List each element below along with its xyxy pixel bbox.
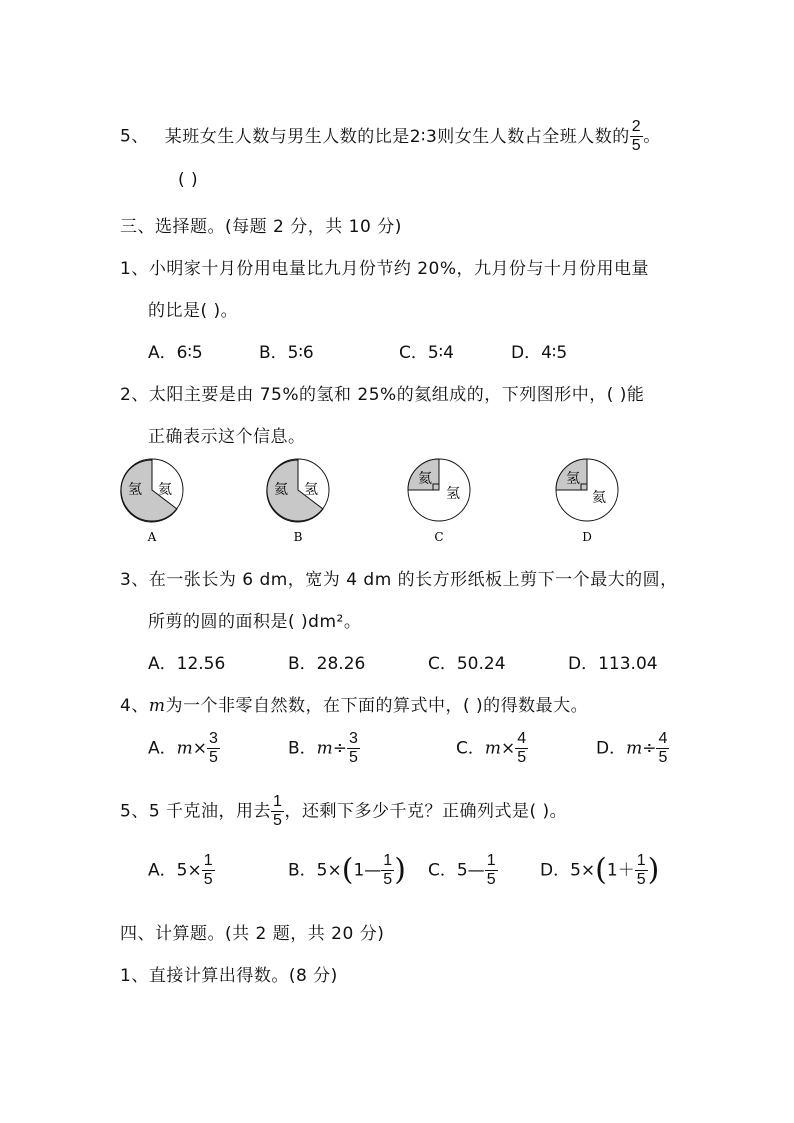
- q4-option-d: D．m÷ $\frac{4}{5}$: [596, 730, 668, 766]
- section-title-3: 三、选择题。(每题 2 分，共 10 分): [120, 217, 402, 237]
- q3-option-a: A．12.56: [148, 654, 226, 674]
- q1-option-d: D．4∶5: [511, 343, 568, 363]
- q4-line1: 4、m为一个非零自然数，在下面的算式中，( )的得数最大。: [120, 696, 589, 716]
- pie-a: [121, 459, 183, 544]
- question-5-prev: 5、 某班女生人数与男生人数的比是2∶3则女生人数占全班人数的 $\frac{2}{5}$ 。: [120, 118, 661, 154]
- q1-option-b: B．5∶6: [259, 343, 314, 363]
- pie-d-white-label: 氦: [592, 490, 606, 506]
- pie-a-white-label: 氦: [158, 482, 172, 498]
- q5-option-c: C．5— $\frac{1}{5}$: [428, 852, 496, 888]
- s4-q1: 1、直接计算出得数。(8 分): [120, 966, 338, 986]
- q1-option-c: C．5∶4: [399, 343, 454, 363]
- question-number: 5、: [120, 126, 149, 147]
- pie-a-shaded-label: 氢: [128, 482, 142, 498]
- pie-a-letter: A: [147, 530, 157, 544]
- answer-blank: ( ): [178, 170, 199, 190]
- q4-option-a: A．m× $\frac{3}{5}$: [148, 730, 218, 766]
- q1-line1: 1、小明家十月份用电量比九月份节约 20%，九月份与十月份用电量: [120, 259, 650, 279]
- pie-d: [556, 459, 618, 544]
- pie-b-white-label: 氢: [304, 482, 318, 498]
- q3-line2: 所剪的圆的面积是( )dm²。: [148, 612, 362, 632]
- question-text: 某班女生人数与男生人数的比是2∶3则女生人数占全班人数的: [164, 126, 630, 147]
- pie-options: [110, 452, 670, 547]
- pie-b-shaded-label: 氦: [274, 482, 288, 498]
- q1-line2: 的比是( )。: [148, 301, 239, 321]
- q1-option-a: A．6∶5: [148, 343, 203, 363]
- pie-d-shaded-label: 氢: [566, 471, 580, 487]
- q5-option-d: D．5×(1＋ $\frac{1}{5}$ ): [540, 852, 660, 888]
- q3-line1: 3、在一张长为 6 dm，宽为 4 dm 的长方形纸板上剪下一个最大的圆，: [120, 570, 678, 590]
- pie-c-white-label: 氢: [446, 486, 460, 502]
- q4-option-c: C．m× $\frac{4}{5}$: [456, 730, 527, 766]
- q3-option-c: C．50.24: [428, 654, 506, 674]
- q5-line1: 5、5 千克油，用去 $\frac{1}{5}$ ，还剩下多少千克？正确列式是( )。: [120, 793, 568, 829]
- variable-m: m: [148, 696, 166, 716]
- q5-option-a: A．5× $\frac{1}{5}$: [148, 852, 213, 888]
- pie-d-letter: D: [582, 530, 592, 544]
- q3-option-d: D．113.04: [568, 654, 658, 674]
- pie-c-letter: C: [434, 530, 444, 544]
- pie-b: [267, 459, 329, 544]
- pie-c-shaded-label: 氦: [418, 471, 432, 487]
- q4-option-b: B．m÷ $\frac{3}{5}$: [288, 730, 358, 766]
- q3-option-b: B．28.26: [288, 654, 366, 674]
- q2-line2: 正确表示这个信息。: [148, 427, 306, 447]
- q2-line1: 2、太阳主要是由 75%的氢和 25%的氦组成的，下列图形中，( )能: [120, 385, 645, 405]
- q5-option-b: B．5×(1— $\frac{1}{5}$ ): [288, 852, 406, 888]
- fraction: $\frac{2}{5}$: [631, 118, 642, 154]
- section-title-4: 四、计算题。(共 2 题，共 20 分): [120, 924, 385, 944]
- pie-b-letter: B: [293, 530, 303, 544]
- pie-c: [408, 459, 470, 544]
